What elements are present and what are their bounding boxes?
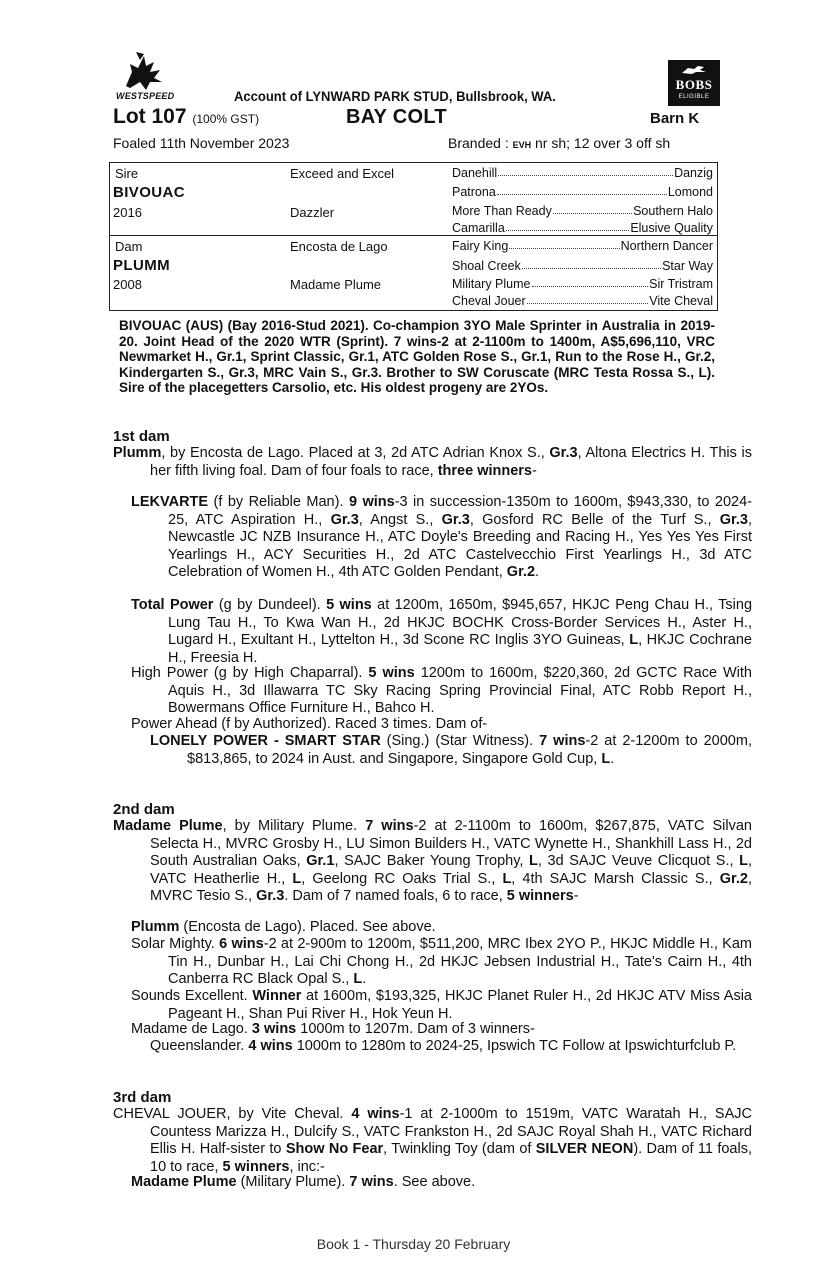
page-footer: Book 1 - Thursday 20 February	[316, 1236, 511, 1252]
progeny-entry: Solar Mighty. 6 wins-2 at 2-900m to 1200m, $511,200, MRC Ibex 2YO P., HKJC Middle H., Kam Tin H., Dunbar H., Lai Chi Chong H., 2d HKJC Jebsen Industrial H., Tate's Cairn H., 4th Canberra RC Black Opal S., L.	[131, 936, 752, 987]
barn-label: Barn K	[650, 110, 700, 127]
progeny-entry: Sounds Excellent. Winner at 1600m, $193,325, HKJC Planet Ruler H., 2d HKJC ATV Miss Asia Pageant H., Shan Pui River H., Hok Yeun H.	[131, 988, 752, 1022]
dam-sire: Encosta de Lago	[290, 239, 388, 254]
dam-name: PLUMM	[113, 257, 170, 274]
brand-mark: EVH	[512, 140, 532, 150]
dam-year: 2008	[113, 277, 142, 292]
gst-note: (100% GST)	[192, 112, 260, 126]
progeny-entry: Plumm (Encosta de Lago). Placed. See above.	[131, 919, 436, 935]
sire-name: BIVOUAC	[113, 184, 185, 201]
dam-entry: CHEVAL JOUER, by Vite Cheval. 4 wins-1 at 2-1000m to 1519m, VATC Waratah H., SAJC Countess Marizza H., Dulcify S., VATC Frankston H., 2d SAJC Royal Shah H., VATC Richard Ellis H. Half-sister to Show No Fear, Twinkling Toy (dam of SILVER NEON). Dam of 11 foals, 10 to race, 5 winners, inc:-	[113, 1106, 752, 1175]
second-dam-heading: 2nd dam	[113, 801, 175, 818]
bobs-text: BOBS	[675, 77, 713, 92]
eligible-text: ELIGIBLE	[678, 94, 710, 100]
ancestor-row: Danehill Danzig	[452, 166, 713, 180]
lot-number: Lot 107 (100% GST)	[113, 105, 260, 128]
dam-entry: Madame Plume, by Military Plume. 7 wins-2 at 2-1100m to 1600m, $267,875, VATC Silvan Selecta H., MVRC Grosby H., LU Simon Builders H., VATC Wynette H., Shankhill Lass H., 2d South Australian Oaks, Gr.1, SAJC Baker Young Trophy, L, 3d SAJC Veuve Clicquot S., L, VATC Heatherlie H., L, Geelong RC Oaks Trial S., L, 4th SAJC Marsh Classic S., Gr.2, MVRC Tesio S., Gr.3. Dam of 7 named foals, 6 to race, 5 winners-	[113, 818, 753, 904]
ancestor-row: Camarilla Elusive Quality	[452, 221, 713, 235]
progeny-entry: Power Ahead (f by Authorized). Raced 3 times. Dam of-	[131, 716, 488, 732]
branded-line: Branded : EVH nr sh; 12 over 3 off sh	[448, 135, 671, 151]
foaled-date: Foaled 11th November 2023	[113, 135, 290, 151]
sire-dam: Dazzler	[290, 205, 335, 220]
dam-entry: Plumm, by Encosta de Lago. Placed at 3, 2d ATC Adrian Knox S., Gr.3, Altona Electrics H. This is her fifth living foal. Dam of four foals to race, three winners-	[113, 445, 753, 479]
progeny-entry: High Power (g by High Chaparral). 5 wins 1200m to 1600m, $220,360, 2d GCTC Race With Aquis H., 3d Illawarra TC Sky Racing Spring Provincial Final, ATC Robb Report H., Bowermans Office Furniture H., Bahco H.	[131, 665, 752, 716]
sire-label: Sire	[115, 166, 139, 181]
horse-icon	[680, 64, 708, 76]
progeny-entry: LEKVARTE (f by Reliable Man). 9 wins-3 in succession-1350m to 1600m, $943,330, to 2024-25, ATC Aspiration H., Gr.3, Angst S., Gr.3, Gosford RC Belle of the Turf S., Gr.3, Newcastle JC NZB Insurance H., ATC Doyle's Breeding and Racing H., Yes Yes Yes First Yearlings H., ACY Securities H., 2d ATC Castelvecchio First Yearlings H., 3d ATC Celebration of Women H., 4th ATC Golden Pendant, Gr.2.	[131, 494, 753, 580]
ancestor-row: Fairy King Northern Dancer	[452, 239, 713, 253]
ancestor-row: More Than Ready Southern Halo	[452, 204, 713, 218]
dam-dam: Madame Plume	[290, 277, 382, 292]
first-dam-heading: 1st dam	[113, 428, 170, 445]
westspeed-label: WESTSPEED	[116, 91, 175, 101]
progeny-entry: LONELY POWER - SMART STAR (Sing.) (Star Witness). 7 wins-2 at 2-1200m to 2000m, $813,865, to 2024 in Aust. and Singapore, Singapore Gold Cup, L.	[150, 733, 752, 767]
sire-sire: Exceed and Excel	[290, 166, 395, 181]
progeny-entry: Queenslander. 4 wins 1000m to 1280m to 2024-25, Ipswich TC Follow at Ipswichturfclub P.	[150, 1038, 737, 1054]
ancestor-row: Military Plume Sir Tristram	[452, 277, 713, 291]
account-line: Account of LYNWARD PARK STUD, Bullsbrook, WA.	[234, 88, 556, 104]
progeny-entry: Madame de Lago. 3 wins 1000m to 1207m. Dam of 3 winners-	[131, 1021, 535, 1037]
ancestor-row: Shoal Creek Star Way	[452, 259, 713, 273]
sire-year: 2016	[113, 205, 142, 220]
page-title: BAY COLT	[346, 106, 447, 128]
ancestor-row: Patrona Lomond	[452, 185, 713, 199]
sire-summary: BIVOUAC (AUS) (Bay 2016-Stud 2021). Co-champion 3YO Male Sprinter in Australia in 2019-20. Joint Head of the 2020 WTR (Sprint). 7 wins-2 at 2-1100m to 1400m, A$5,696,110, VRC Newmarket H., Gr.1, Sprint Classic, Gr.1, ATC Golden Rose S., Gr.1, Run to the Rose H., Gr.2, Kindergarten S., Gr.3, MRC Vain S., Gr.3. Brother to SW Coruscate (MRC Testa Rossa S., L). Sire of the placegetters Carsolio, etc. His oldest progeny are 2YOs.	[119, 318, 715, 395]
pedigree-table	[109, 162, 718, 311]
ancestor-row: Cheval Jouer Vite Cheval	[452, 294, 713, 308]
pedigree-divider	[110, 235, 717, 236]
bobs-eligible-logo	[668, 60, 720, 106]
progeny-entry: Total Power (g by Dundeel). 5 wins at 1200m, 1650m, $945,657, HKJC Peng Chau H., Tsing Lung Tau H., To Kwa Wan H., 2d HKJC BOCHK Cross-Border Services H., Aster H., Lugard H., Exultant H., Lyttelton H., 3d Scone RC Inglis 3YO Guineas, L, HKJC Cochrane H., Freesia H.	[131, 597, 753, 666]
dam-label: Dam	[115, 239, 143, 254]
progeny-entry: Madame Plume (Military Plume). 7 wins. See above.	[131, 1174, 476, 1190]
third-dam-heading: 3rd dam	[113, 1089, 172, 1106]
